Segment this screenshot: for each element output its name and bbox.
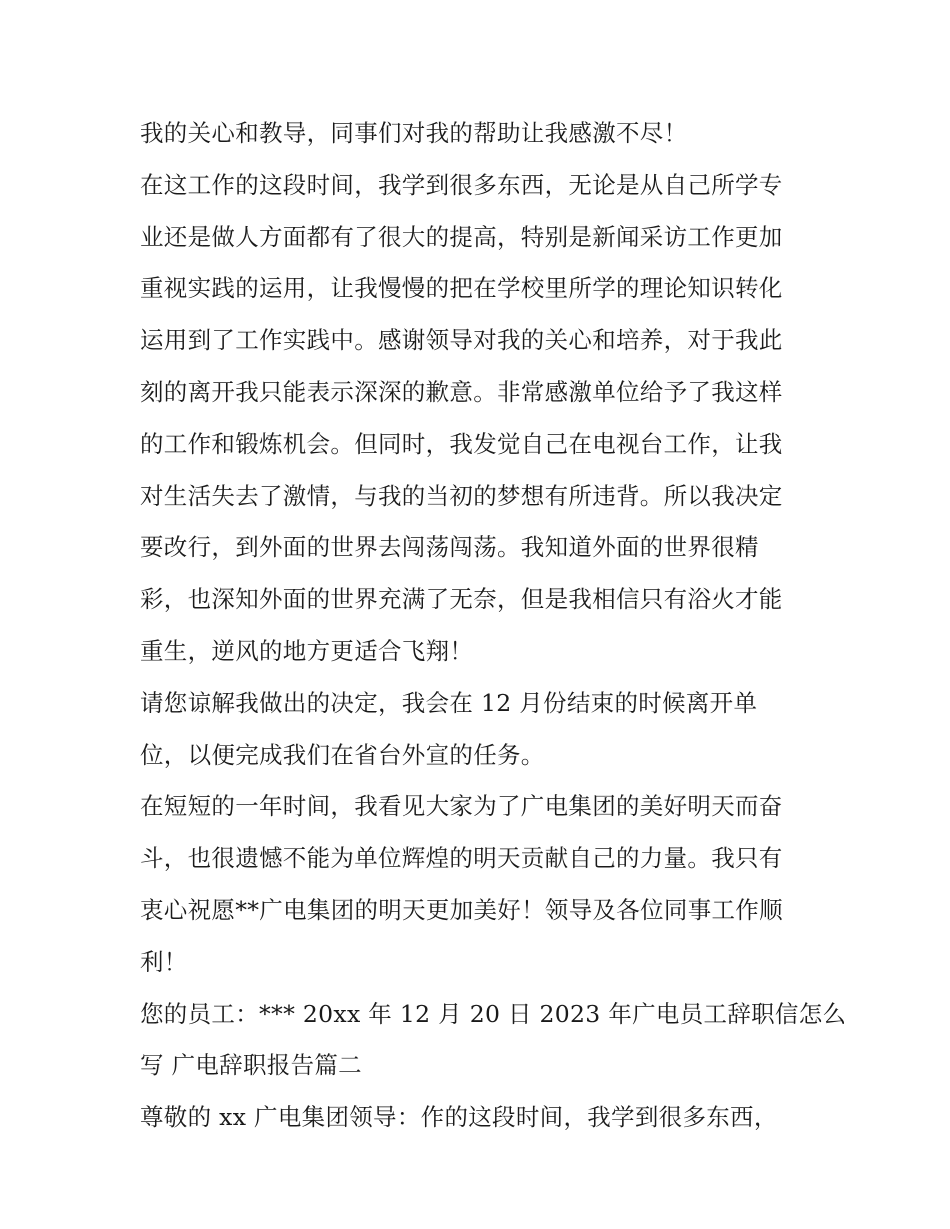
text-line: 您的员工：*** 20xx 年 12 月 20 日 2023 年广电员工辞职信怎么 xyxy=(140,999,847,1028)
text-line: 斗，也很遗憾不能为单位辉煌的明天贡献自己的力量。我只有 xyxy=(140,844,783,873)
text-line: 重视实践的运用，让我慢慢的把在学校里所学的理论知识转化 xyxy=(140,274,783,303)
text-line: 重生，逆风的地方更适合飞翔！ xyxy=(140,636,474,665)
text-line: 利！ xyxy=(140,947,188,976)
text-line: 我的关心和教导，同事们对我的帮助让我感激不尽！ xyxy=(140,119,688,147)
text-line: 在短短的一年时间，我看见大家为了广电集团的美好明天而奋 xyxy=(140,792,783,821)
text-line: 业还是做人方面都有了很大的提高，特别是新闻采访工作更加 xyxy=(140,222,783,251)
text-line: 请您谅解我做出的决定，我会在 12 月份结束的时候离开单 xyxy=(140,688,758,717)
text-line: 衷心祝愿**广电集团的明天更加美好！领导及各位同事工作顺 xyxy=(140,895,783,924)
text-line: 要改行，到外面的世界去闯荡闯荡。我知道外面的世界很精 xyxy=(140,533,759,562)
text-line: 的工作和锻炼机会。但同时，我发觉自己在电视台工作，让我 xyxy=(140,429,783,458)
text-line: 运用到了工作实践中。感谢领导对我的关心和培养，对于我此 xyxy=(140,326,783,355)
document-body xyxy=(140,108,847,1144)
text-line: 在这工作的这段时间，我学到很多东西，无论是从自己所学专 xyxy=(140,170,783,199)
text-line: 位，以便完成我们在省台外宣的任务。 xyxy=(140,740,545,769)
text-line: 刻的离开我只能表示深深的歉意。非常感激单位给予了我这样 xyxy=(140,377,783,406)
text-line: 写 广电辞职报告篇二 xyxy=(140,1051,362,1080)
text-line: 对生活失去了激情，与我的当初的梦想有所违背。所以我决定 xyxy=(140,481,783,510)
text-line: 彩，也深知外面的世界充满了无奈，但是我相信只有浴火才能 xyxy=(140,585,783,614)
text-line: 尊敬的 xx 广电集团领导：作的这段时间，我学到很多东西， xyxy=(140,1103,778,1132)
